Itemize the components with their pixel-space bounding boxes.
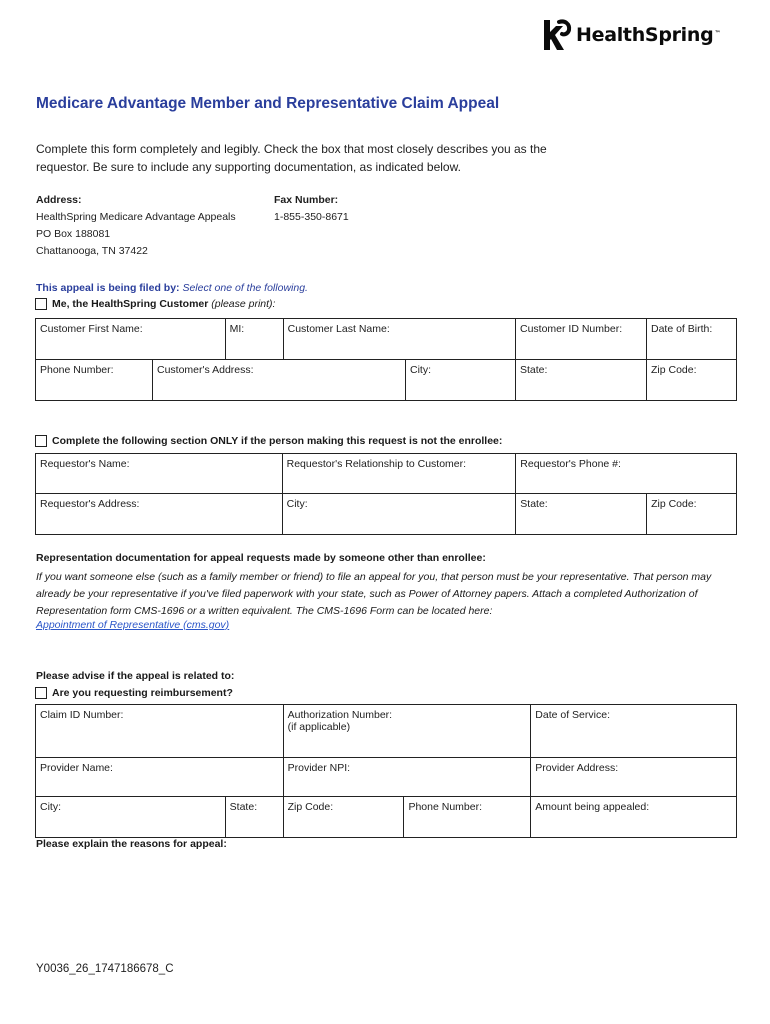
- customer-address-field[interactable]: Customer's Address:: [153, 360, 406, 401]
- customer-state-field[interactable]: State:: [516, 360, 647, 401]
- customer-last-name-field[interactable]: Customer Last Name:: [283, 319, 515, 360]
- address-line-3: Chattanooga, TN 37422: [36, 245, 148, 257]
- address-label: Address:: [36, 194, 82, 206]
- authorization-note: (if applicable): [287, 721, 351, 733]
- fax-label: Fax Number:: [274, 194, 339, 206]
- customer-first-name-field[interactable]: Customer First Name:: [36, 319, 226, 360]
- customer-mi-field[interactable]: MI:: [225, 319, 283, 360]
- customer-option[interactable]: [35, 298, 275, 310]
- address-block: [36, 192, 236, 260]
- claim-zip-field[interactable]: Zip Code:: [283, 797, 404, 838]
- requestor-name-field[interactable]: Requestor's Name:: [36, 454, 283, 494]
- reimbursement-option[interactable]: [35, 687, 233, 699]
- filed-by-label: This appeal is being filed by:: [36, 282, 180, 294]
- filed-by-instruction: Select one of the following.: [182, 282, 308, 294]
- customer-zip-field[interactable]: Zip Code:: [647, 360, 737, 401]
- requestor-phone-field[interactable]: Requestor's Phone #:: [516, 454, 737, 494]
- requestor-state-field[interactable]: State:: [516, 494, 647, 535]
- healthspring-logo: [542, 18, 720, 52]
- provider-name-field[interactable]: Provider Name:: [36, 758, 284, 797]
- provider-address-field[interactable]: Provider Address:: [531, 758, 737, 797]
- customer-id-field[interactable]: Customer ID Number:: [516, 319, 647, 360]
- address-line-1: HealthSpring Medicare Advantage Appeals: [36, 211, 236, 223]
- customer-info-table: [35, 318, 737, 401]
- healthspring-logo-mark-icon: [542, 18, 572, 52]
- customer-option-label: Me, the HealthSpring Customer: [52, 298, 209, 310]
- claim-info-table: [35, 704, 737, 838]
- requestor-option[interactable]: [35, 435, 502, 447]
- representation-heading: Representation documentation for appeal requests made by someone other than enrollee:: [36, 552, 486, 564]
- cms-representative-link[interactable]: Appointment of Representative (cms.gov): [36, 619, 230, 631]
- customer-dob-field[interactable]: Date of Birth:: [647, 319, 737, 360]
- representation-body: If you want someone else (such as a family member or friend) to file an appeal for you, that person must be your representative. That person may already be your representative if you've filed paperwork with your state, such as Power of Attorney papers. Attach a completed Authorization of Representation form CMS-1696 or a written equivalent. The CMS-1696 Form can be located here:: [36, 571, 712, 617]
- page-title: Medicare Advantage Member and Representative Claim Appeal: [36, 95, 500, 112]
- requestor-relationship-field[interactable]: Requestor's Relationship to Customer:: [282, 454, 516, 494]
- reimbursement-option-label: Are you requesting reimbursement?: [52, 687, 233, 699]
- advise-heading: Please advise if the appeal is related to:: [36, 670, 235, 682]
- provider-npi-field[interactable]: Provider NPI:: [283, 758, 531, 797]
- customer-city-field[interactable]: City:: [406, 360, 516, 401]
- address-line-2: PO Box 188081: [36, 228, 111, 240]
- claim-state-field[interactable]: State:: [225, 797, 283, 838]
- filed-by-line: [36, 282, 308, 294]
- requestor-info-table: [35, 453, 737, 535]
- customer-checkbox[interactable]: [35, 298, 47, 310]
- requestor-checkbox[interactable]: [35, 435, 47, 447]
- authorization-number-field[interactable]: Authorization Number: (if applicable): [283, 705, 531, 758]
- requestor-address-field[interactable]: Requestor's Address:: [36, 494, 283, 535]
- fax-number: 1-855-350-8671: [274, 211, 349, 223]
- customer-option-note: (please print):: [211, 298, 276, 310]
- explain-reasons-label: Please explain the reasons for appeal:: [36, 838, 227, 850]
- claim-city-field[interactable]: City:: [36, 797, 226, 838]
- form-code: Y0036_26_1747186678_C: [36, 963, 174, 975]
- requestor-zip-field[interactable]: Zip Code:: [647, 494, 737, 535]
- brand-name: HealthSpring™: [576, 24, 721, 46]
- requestor-option-label: Complete the following section ONLY if the person making this request is not the enrollee:: [52, 435, 503, 447]
- intro-text: Complete this form completely and legibly. Check the box that most closely describes you as the requestor. Be sure to include any supporting documentation, as indicated below.: [36, 142, 547, 174]
- fax-block: [274, 192, 349, 226]
- claim-phone-field[interactable]: Phone Number:: [404, 797, 531, 838]
- requestor-city-field[interactable]: City:: [282, 494, 516, 535]
- date-of-service-field[interactable]: Date of Service:: [531, 705, 737, 758]
- customer-phone-field[interactable]: Phone Number:: [36, 360, 153, 401]
- claim-id-field[interactable]: Claim ID Number:: [36, 705, 284, 758]
- reimbursement-checkbox[interactable]: [35, 687, 47, 699]
- amount-appealed-field[interactable]: Amount being appealed:: [531, 797, 737, 838]
- trademark-symbol: ™: [714, 30, 721, 37]
